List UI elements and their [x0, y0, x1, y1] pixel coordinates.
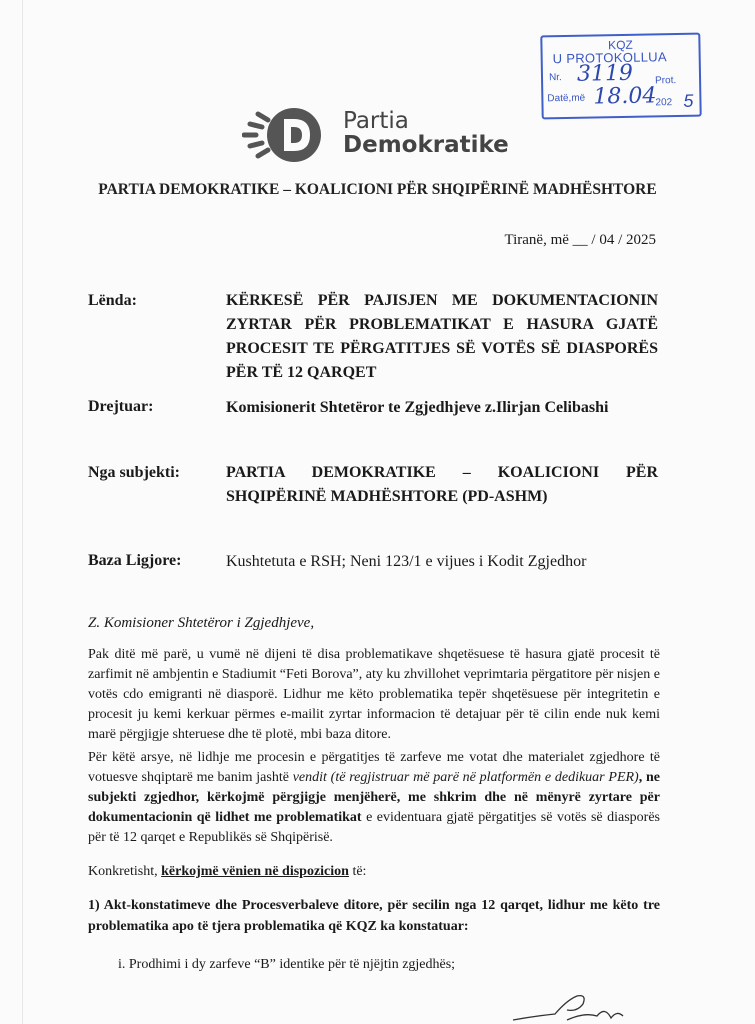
- document-header-title: PARTIA DEMOKRATIKE – KOALICIONI PËR SHQIPËRINË MADHËSHTORE: [98, 181, 657, 198]
- paragraph-3-part-a: Konkretisht,: [88, 864, 162, 879]
- signature-scribble: [505, 990, 645, 1024]
- stamp-date-label: Datë,më: [547, 92, 586, 105]
- sub-item-i: i. Prodhimi i dy zarfeve “B” identike për të njëjtin zgjedhës;: [118, 957, 456, 972]
- party-logo-icon: [242, 102, 326, 168]
- from-subject-value: PARTIA DEMOKRATIKE – KOALICIONI PËR SHQIPËRINË MADHËSHTORE (PD-ASHM): [226, 464, 658, 505]
- salutation: Z. Komisioner Shtetëror i Zgjedhjeve,: [88, 615, 315, 631]
- stamp-prot-label: Prot.: [654, 75, 677, 87]
- logo-text-demokratike: Demokratike: [343, 132, 509, 158]
- paragraph-1: Pak ditë më parë, u vumë në dijeni të disa problematikave shqetësuese të hasura gjatë procesit të zarfimit në ambjentin e Stadiumit “Feti Borova”, aty ku zhvillohet veprimtaria përgatitore për nisjen e votës cdo emigranti në diasporë. Lidhur me këto problematika tepër shqetësuese për integritetin e procesit ju kemi kerkuar përmes e-mailit zyrtar informacion të detajuar për të cilin ende nuk kemi marë përgjigje shteruese dhe të plotë, mbi baza ditore.: [88, 647, 660, 742]
- paragraph-2-part-c: , ne subjekti zgjedhor, kërkojmë përgjigje menjëherë, me shkrim dhe në mënyrë zyrtare për dokumentacionin që lidhet me problematikat: [88, 770, 660, 825]
- stamp-line-protokollua: U PROTOKOLLUA: [552, 49, 668, 67]
- stamp-year-handwritten: 5: [683, 90, 694, 111]
- legal-basis-value: Kushtetuta e RSH; Neni 123/1 e vijues i Kodit Zgjedhor: [226, 553, 587, 570]
- paragraph-2: [88, 748, 660, 848]
- addressed-to-value: Komisionerit Shtetëror te Zgjedhjeve z.Ilirjan Celibashi: [226, 399, 609, 416]
- paragraph-3-part-b: kërkojmë vënien në dispozicion: [161, 864, 349, 879]
- paragraph-3: [88, 862, 660, 882]
- stamp-line-kqz: KQZ: [607, 37, 633, 53]
- logo-text-partia: Partia: [343, 108, 409, 134]
- stamp-nr-value: 3119: [576, 60, 634, 87]
- addressed-to-label: Drejtuar:: [88, 398, 154, 415]
- stamp-date-value: 18.04: [593, 83, 657, 110]
- stamp-nr-label: Nr.: [548, 72, 562, 84]
- protocol-stamp: [540, 33, 701, 120]
- paragraph-2-part-d: e evidentuara gjatë përgatitjes së votës së diasporës për të 12 qarqet e Republikës së Shqipërisë.: [88, 810, 660, 845]
- subject-label: Lënda:: [88, 292, 137, 309]
- paragraph-3-part-c: të:: [348, 864, 367, 879]
- stamp-year-value: 202: [655, 97, 673, 109]
- paragraph-2-part-b: vendit (të regjistruar më parë në platformën e dedikuar PER): [292, 770, 639, 785]
- paragraph-2-part-a: Për këtë arsye, në lidhje me procesin e përgatitjes të zarfeve me votat dhe materialet zgjedhore të votuesve shqiptarë me banim jashtë: [88, 750, 660, 785]
- request-item-1: 1) Akt-konstatimeve dhe Procesverbaleve ditore, për secilin nga 12 qarqet, lidhur me këto tre problematika apo të tjera problematika që KQZ ka konstatuar:: [88, 898, 660, 934]
- from-subject-label: Nga subjekti:: [88, 464, 181, 481]
- subject-value: KËRKESË PËR PAJISJEN ME DOKUMENTACIONIN ZYRTAR PËR PROBLEMATIKAT E HASURA GJATË PROCESIT TE PËRGATITJES SË VOTËS SË DIASPORËS PËR TË 12 QARQET: [226, 292, 658, 381]
- legal-basis-label: Baza Ligjore:: [88, 552, 182, 569]
- page-edge-line: [22, 0, 23, 1024]
- date-line: Tiranë, më __ / 04 / 2025: [504, 232, 656, 248]
